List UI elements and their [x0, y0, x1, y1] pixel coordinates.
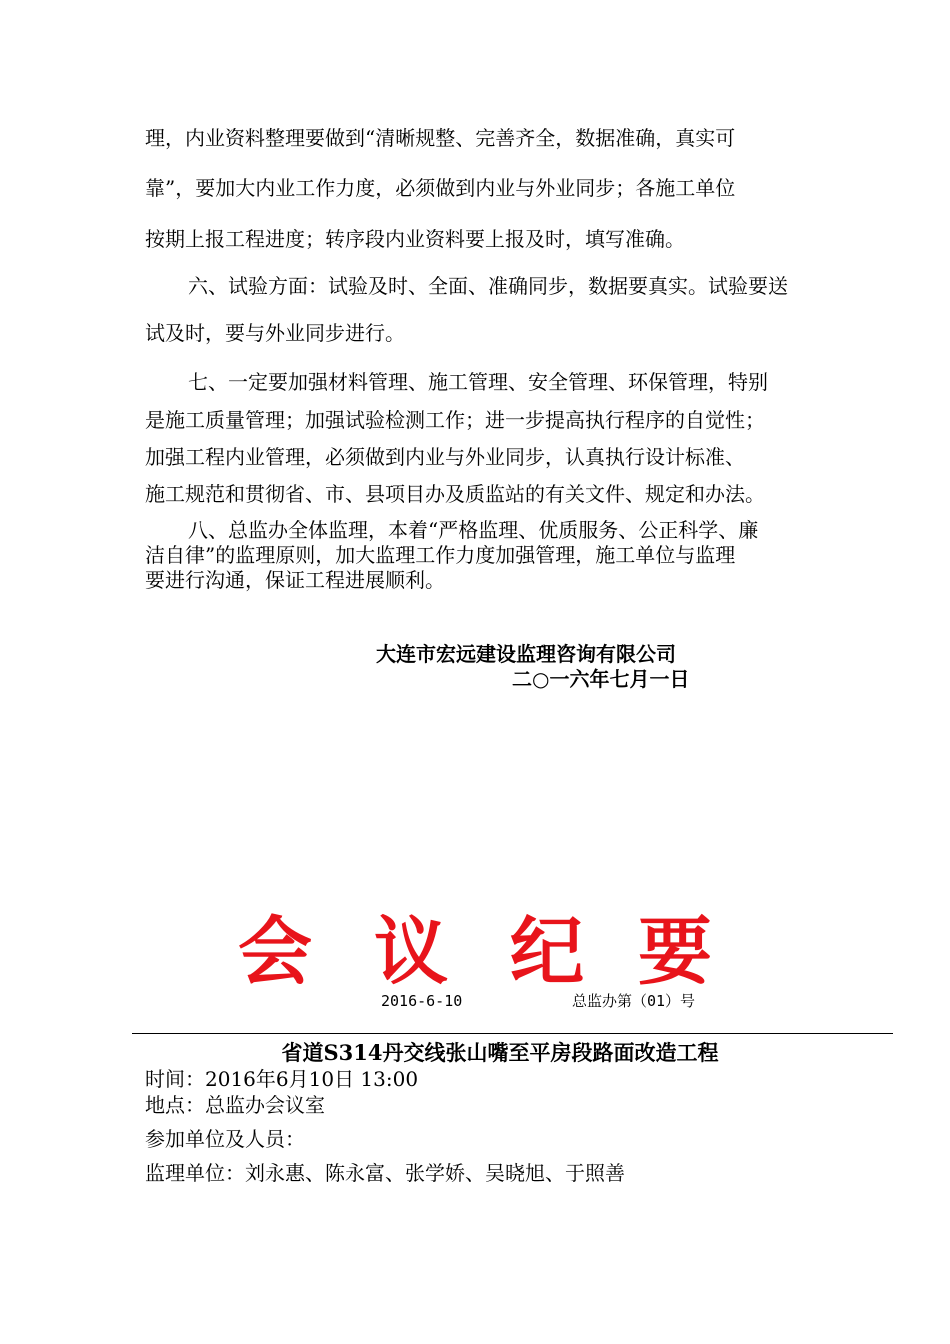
signature-date: 二○一六年七月一日 [512, 667, 690, 691]
body-line-5: 试及时，要与外业同步进行。 [145, 321, 405, 345]
minutes-title-char-3: 纪 [510, 909, 584, 995]
attendees-heading: 参加单位及人员： [145, 1127, 305, 1151]
meeting-place: 地点：总监办会议室 [145, 1093, 325, 1117]
meeting-time: 时间：2016年6月10日 13:00 [145, 1067, 419, 1091]
body-line-8: 加强工程内业管理，必须做到内业与外业同步，认真执行设计标准、 [145, 445, 745, 469]
body-line-6: 七、一定要加强材料管理、施工管理、安全管理、环保管理，特别 [188, 370, 768, 394]
project-title [0, 1040, 950, 1066]
project-title-text: 省道S314丹交线张山嘴至平房段路面改造工程 [281, 1040, 719, 1065]
body-line-3: 按期上报工程进度；转序段内业资料要上报及时，填写准确。 [145, 227, 685, 251]
signature-company: 大连市宏远建设监理咨询有限公司 [376, 642, 676, 666]
minutes-title-char-4: 要 [638, 909, 712, 995]
header-rule [132, 1033, 893, 1034]
body-line-2: 靠”，要加大内业工作力度，必须做到内业与外业同步；各施工单位 [145, 176, 736, 200]
body-line-10: 八、总监办全体监理，本着“严格监理、优质服务、公正科学、廉 [188, 518, 759, 542]
body-line-12: 要进行沟通，保证工程进展顺利。 [145, 568, 445, 592]
minutes-title-char-1: 会 [238, 909, 312, 995]
minutes-date: 2016-6-10 [381, 992, 463, 1010]
minutes-doc-number: 总监办第（01）号 [572, 992, 696, 1010]
body-line-1: 理，内业资料整理要做到“清晰规整、完善齐全，数据准确，真实可 [145, 126, 736, 150]
minutes-title-char-2: 议 [374, 909, 448, 995]
body-line-9: 施工规范和贯彻省、市、县项目办及质监站的有关文件、规定和办法。 [145, 482, 765, 506]
supervision-unit-line: 监理单位：刘永惠、陈永富、张学娇、吴晓旭、于照善 [145, 1161, 625, 1185]
body-line-11: 洁自律”的监理原则，加大监理工作力度加强管理，施工单位与监理 [145, 543, 736, 567]
body-line-7: 是施工质量管理；加强试验检测工作；进一步提高执行程序的自觉性； [145, 408, 765, 432]
body-line-4: 六、试验方面：试验及时、全面、准确同步，数据要真实。试验要送 [188, 274, 788, 298]
